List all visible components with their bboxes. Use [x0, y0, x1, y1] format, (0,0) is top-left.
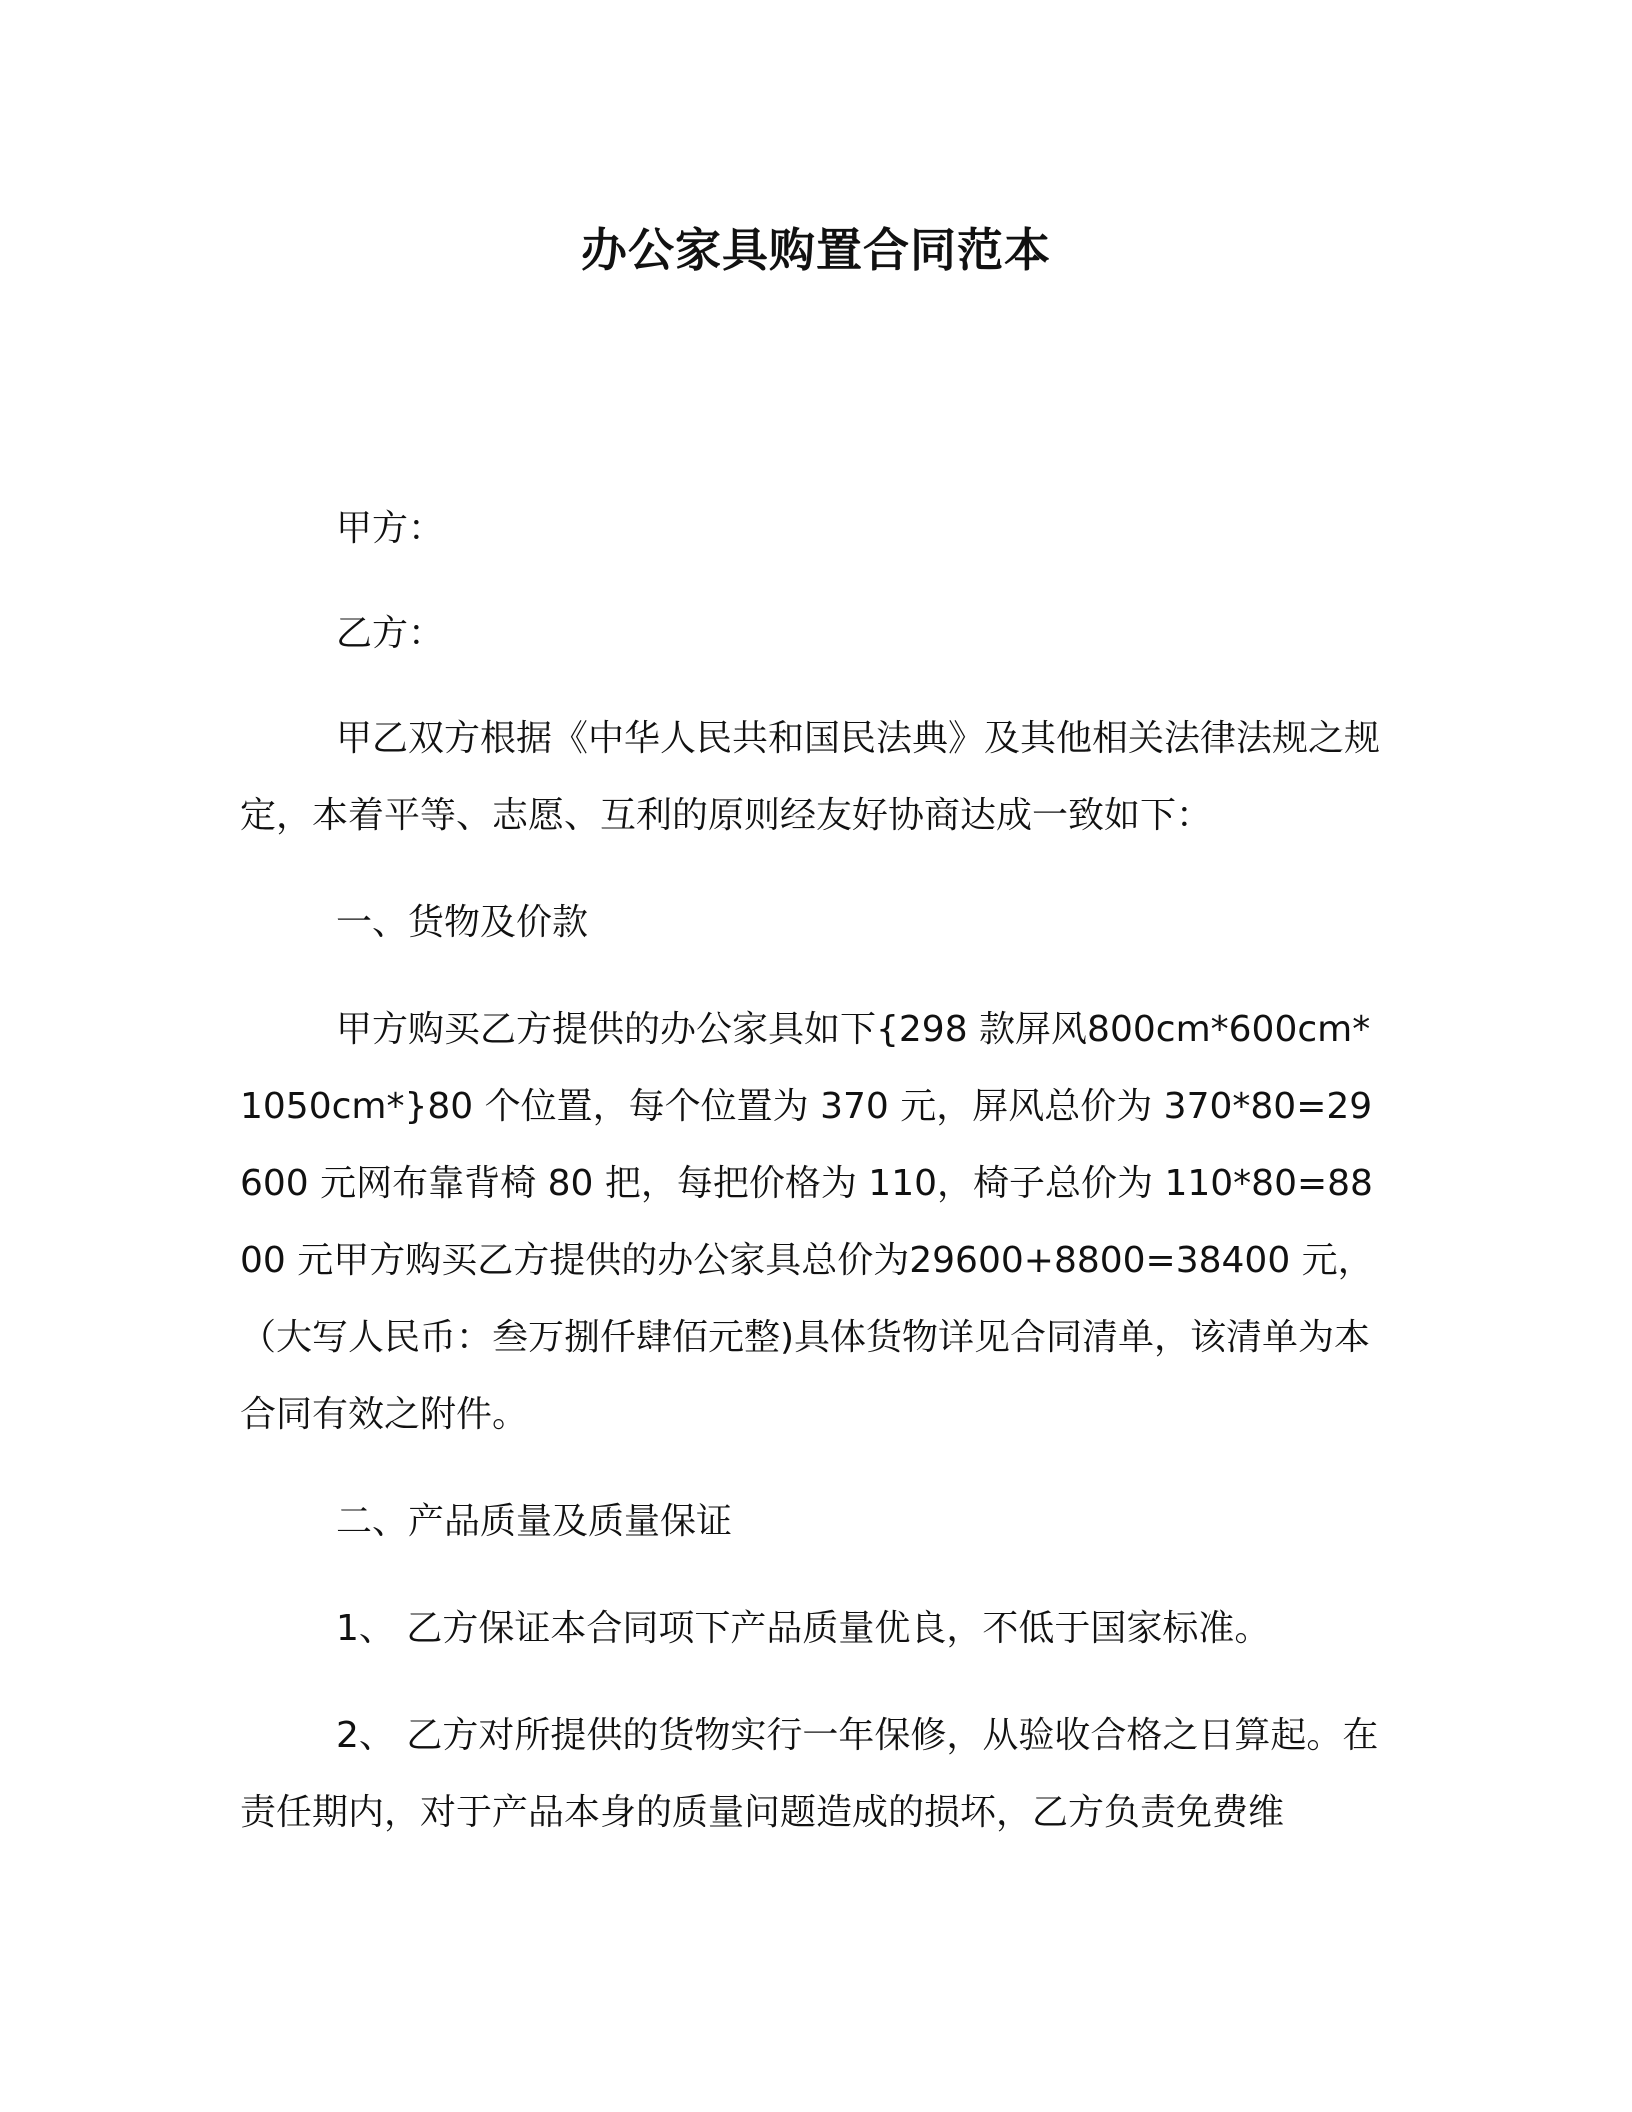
section-1-body: 甲方购买乙方提供的办公家具如下{298 款屏风800cm*600cm*1050cm*}80 个位置，每个位置为 370 元，屏风总价为 370*80=29600 元网布靠背椅 80 把，每把价格为 110，椅子总价为 110*80=8800 元甲方购买乙方提供的办公家具总价为29600+8800=38400 元，（大写人民币：叁万捌仟肆佰元整)具体货物详见合同清单，该清单为本合同有效之附件。 [240, 1009, 1374, 1435]
clause-2: 2、 乙方对所提供的货物实行一年保修，从验收合格之日算起。在责任期内，对于产品本身的质量问题造成的损坏，乙方负责免费维 [240, 1715, 1379, 1833]
document-body [240, 490, 1392, 1851]
section-2-heading: 二、产品质量及质量保证 [336, 1501, 733, 1542]
party-b-line: 乙方： [336, 613, 445, 654]
section-1-heading: 一、货物及价款 [336, 902, 589, 943]
party-a-line: 甲方： [336, 508, 445, 549]
clause-1: 1、 乙方保证本合同项下产品质量优良，不低于国家标准。 [336, 1608, 1271, 1649]
document-title: 办公家具购置合同范本 [581, 223, 1051, 277]
intro-paragraph: 甲乙双方根据《中华人民共和国民法典》及其他相关法律法规之规定，本着平等、志愿、互利的原则经友好协商达成一致如下： [240, 718, 1381, 836]
